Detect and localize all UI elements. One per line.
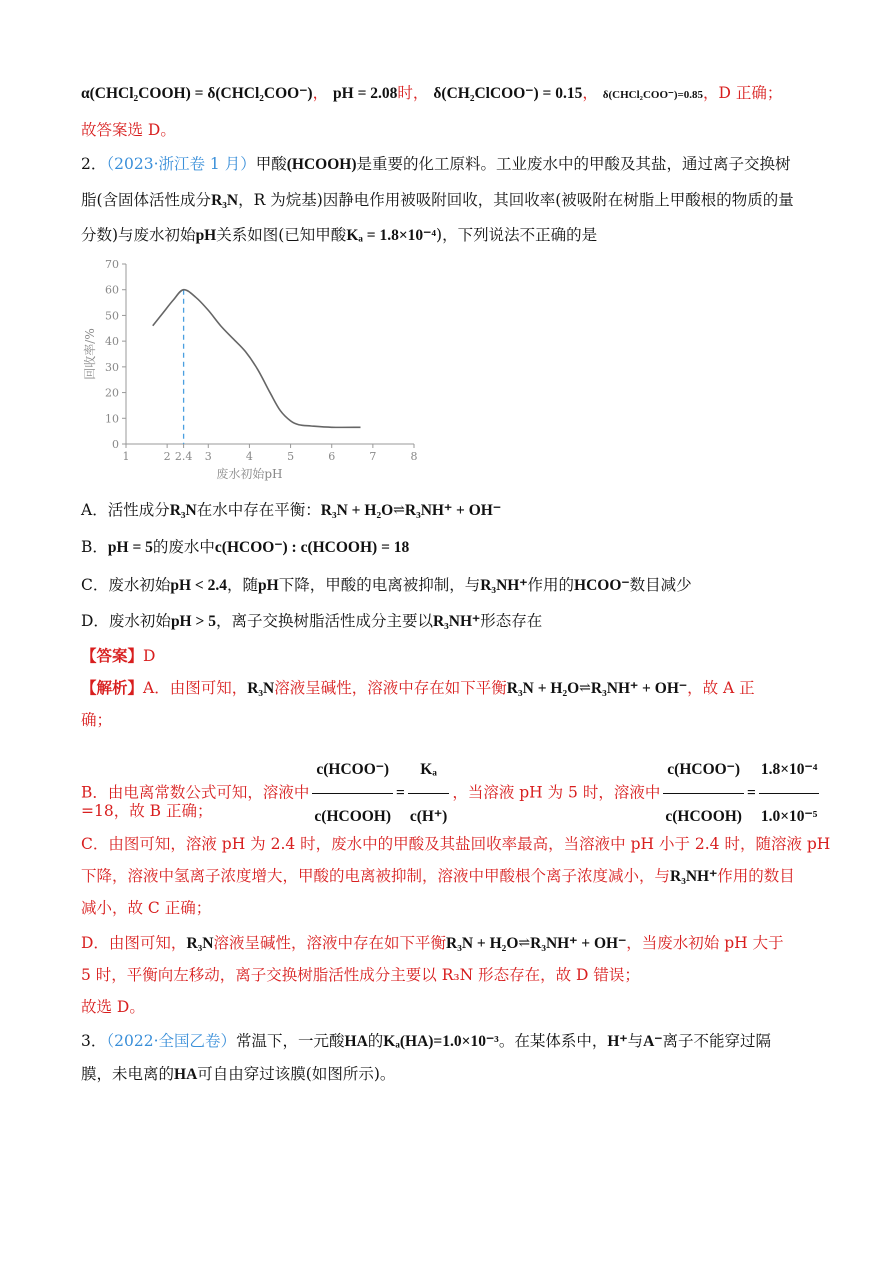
- formula-delta-chcl2: δ(CHCl₂COO⁻)=0.85: [602, 89, 703, 101]
- formula-rhs: R₃NH⁺ + OH⁻: [404, 502, 502, 519]
- q2-number: 2．: [81, 155, 107, 173]
- y-tick-label: 10: [105, 412, 119, 426]
- chart-axes: [126, 264, 414, 444]
- fraction-den: c(HCOOH): [314, 808, 392, 825]
- text-d-correct: ，D 正确；: [703, 84, 783, 102]
- y-tick-label: 30: [105, 360, 119, 374]
- comma: ，: [312, 84, 329, 102]
- formula-ph: pH: [258, 577, 279, 594]
- option-c: [81, 574, 692, 597]
- option-text: C．废水初始: [81, 576, 171, 594]
- prev-answer-line: α(CHCl₂COOH) = δ(CHCl₂COO⁻)， pH = 2.08时， δ(CH₂ClCOO⁻) = 0.15， δ(CHCl₂COO⁻)=0.85，D 正确；: [81, 84, 783, 102]
- equilibrium-arrow-icon: ⇌: [518, 935, 531, 951]
- recovery-rate-chart: [78, 252, 428, 492]
- formula-ha: HA: [174, 1066, 198, 1083]
- q2-text: ，R 为烷基)因静电作用被吸附回收，其回收率(被吸附在树脂上甲酸根的物质的量: [238, 191, 794, 209]
- fraction-ka: [408, 748, 449, 839]
- analysis-b-line2: =18，故 B 正确；: [81, 802, 213, 820]
- option-text: ，离子交换树脂活性成分主要以: [215, 612, 433, 630]
- fraction-num: 1.8×10⁻⁴: [759, 748, 820, 794]
- y-tick-label: 70: [105, 258, 119, 271]
- formula-ph: pH = 2.08: [333, 85, 398, 102]
- answer-line: [81, 645, 155, 667]
- q2-text: 脂(含固体活性成分: [81, 191, 212, 209]
- fraction-num: Kₐ: [408, 748, 449, 794]
- x-tick-label: 6: [328, 450, 336, 463]
- x-tick-label: 8: [410, 450, 418, 463]
- option-text: 的废水中: [152, 538, 215, 556]
- analysis-c-line2: [81, 865, 795, 888]
- fraction-ratio: [312, 748, 393, 839]
- option-a: [81, 499, 501, 522]
- option-text: 下降，甲酸的电离被抑制，与: [278, 576, 481, 594]
- answer-label: 【答案】: [81, 646, 144, 665]
- equilibrium-arrow-icon: ⇌: [393, 502, 405, 518]
- option-text: 数目减少: [629, 576, 692, 594]
- formula-rhs: R₃NH⁺ + OH⁻: [590, 680, 688, 697]
- formula-a-minus: A⁻: [643, 1033, 663, 1050]
- fraction-ratio: [663, 748, 744, 839]
- formula-ka: Kₐ = 1.8×10⁻⁴: [346, 227, 437, 244]
- analysis-d-line2: 5 时，平衡向左移动，离子交换树脂活性成分主要以 R₃N 形态存在，故 D 错误；: [81, 966, 640, 984]
- analysis-text: 溶液呈碱性，溶液中存在如下平衡: [274, 679, 507, 697]
- q3-number: 3．: [81, 1032, 107, 1050]
- q3-text: 与: [627, 1032, 644, 1050]
- analysis-conclusion: 故选 D。: [81, 998, 145, 1016]
- fraction-values: [759, 748, 820, 839]
- formula-r3nh: R₃NH⁺: [432, 613, 481, 630]
- q3-text: 离子不能穿过隔: [662, 1032, 771, 1050]
- formula-alpha-delta: α(CHCl₂COOH) = δ(CHCl₂COO⁻): [81, 85, 313, 102]
- prev-conclusion: 故答案选 D。: [81, 121, 176, 139]
- q3-text: 可自由穿过该膜(如图所示)。: [197, 1065, 396, 1083]
- formula-ka: Kₐ(HA)=1.0×10⁻³: [383, 1033, 499, 1050]
- q3-line1: [81, 1030, 771, 1053]
- analysis-text: A．由图可知，: [143, 679, 248, 697]
- analysis-text: 作用的数目: [717, 867, 795, 885]
- analysis-c-line3: 减小，故 C 正确；: [81, 899, 212, 917]
- x-axis-label: 废水初始pH: [216, 467, 283, 481]
- formula-r3n: R₃N: [247, 680, 275, 697]
- q2-text: 分数)与废水初始: [81, 226, 196, 244]
- option-text: 作用的: [527, 576, 575, 594]
- formula-ha: HA: [344, 1033, 368, 1050]
- formula-ph: pH > 5: [170, 613, 216, 630]
- y-tick-label: 20: [105, 386, 119, 400]
- option-text: A．活性成分: [81, 501, 170, 519]
- q2-line1: [81, 153, 791, 176]
- y-tick-label: 60: [105, 283, 119, 297]
- formula-r3n: R₃N: [186, 935, 214, 952]
- analysis-text: D．由图可知，: [81, 934, 187, 952]
- y-tick-label: 50: [105, 309, 119, 323]
- option-d: [81, 610, 542, 633]
- q2-text: 是重要的化工原料。工业废水中的甲酸及其盐，通过离子交换树: [356, 155, 791, 173]
- analysis-a-line1: [81, 677, 755, 700]
- formula-rhs: R₃NH⁺ + OH⁻: [530, 935, 627, 952]
- formula-r3n: R₃N: [211, 192, 239, 209]
- analysis-text: ，故 A 正: [687, 679, 755, 697]
- formula-ph: pH: [195, 227, 217, 244]
- analysis-text: 溶液呈碱性，溶液中存在如下平衡: [213, 934, 446, 952]
- option-text: B．: [81, 538, 108, 556]
- fraction-num: c(HCOO⁻): [663, 748, 744, 794]
- option-text: ，随: [227, 576, 259, 594]
- y-tick-label: 40: [105, 335, 119, 349]
- x-tick-label: 2: [163, 450, 171, 463]
- analysis-b-line1: [81, 748, 822, 839]
- option-text: D．废水初始: [81, 612, 171, 630]
- analysis-text: ，当废水初始 pH 大于: [626, 934, 784, 952]
- q2-line2: [81, 189, 794, 212]
- fraction-num: c(HCOO⁻): [312, 748, 393, 794]
- option-text: 在水中存在平衡：: [196, 501, 321, 519]
- formula-lhs: R₃N + H₂O: [446, 935, 519, 952]
- x-tick-label: 1: [122, 450, 130, 463]
- formula-r3nh: R₃NH⁺: [480, 577, 528, 594]
- q3-text: 的: [367, 1032, 384, 1050]
- q3-text: 常温下，一元酸: [236, 1032, 345, 1050]
- q2-source: （2023·浙江卷 1 月）: [106, 155, 256, 173]
- analysis-a-line2: 确；: [81, 711, 113, 729]
- equals: =: [746, 784, 756, 802]
- analysis-text: ，当溶液 pH 为 5 时，溶液中: [452, 783, 661, 802]
- formula-ph: pH < 2.4: [170, 577, 228, 594]
- q3-text: 。在某体系中，: [498, 1032, 608, 1050]
- formula-lhs: R₃N + H₂O: [320, 502, 394, 519]
- y-axis-label: 回收率/%: [83, 328, 97, 380]
- analysis-d-line1: [81, 932, 784, 955]
- chart-marks: [153, 290, 361, 444]
- option-b: [81, 536, 409, 559]
- answer-value: D: [143, 647, 156, 665]
- x-tick-label: 2.4: [174, 450, 193, 463]
- formula-delta-ch2cl: δ(CH₂ClCOO⁻) = 0.15: [433, 85, 583, 102]
- fraction-den: c(HCOOH): [665, 808, 742, 825]
- x-tick-label: 3: [204, 450, 212, 463]
- equilibrium-arrow-icon: ⇌: [579, 680, 591, 696]
- q2-text: 甲酸: [255, 155, 287, 173]
- option-text: 形态存在: [480, 612, 543, 630]
- equals: =: [396, 784, 405, 802]
- formula-r3n: R₃N: [169, 502, 197, 519]
- x-tick-label: 5: [287, 450, 295, 463]
- q2-text: 关系如图(已知甲酸: [216, 226, 347, 244]
- q3-source: （2022·全国乙卷）: [106, 1032, 236, 1050]
- q3-text: 膜，未电离的: [81, 1065, 175, 1083]
- formula-h-plus: H⁺: [607, 1033, 628, 1050]
- text-shi: 时，: [397, 84, 429, 102]
- analysis-text: B．由电离常数公式可知，溶液中: [81, 783, 310, 802]
- formula-lhs: R₃N + H₂O: [506, 680, 580, 697]
- formula-r3nh: R₃NH⁺: [670, 868, 718, 885]
- formula-hcooh: (HCOOH): [286, 156, 357, 173]
- q3-line2: [81, 1063, 395, 1086]
- formula-hcoo: HCOO⁻: [574, 577, 630, 594]
- formula-ratio: c(HCOO⁻) : c(HCOOH) = 18: [214, 539, 410, 556]
- fraction-den: 1.0×10⁻⁵: [760, 808, 818, 825]
- q2-line3: [81, 224, 597, 247]
- chart-ticks: [105, 258, 418, 463]
- x-tick-label: 4: [245, 450, 253, 463]
- formula-ph5: pH = 5: [107, 539, 153, 556]
- analysis-c-line1: C．由图可知，溶液 pH 为 2.4 时，废水中的甲酸及其盐回收率最高，当溶液中 pH 小于 2.4 时，随溶液 pH: [81, 835, 831, 853]
- analysis-label: 【解析】: [81, 678, 144, 697]
- q2-text: )，下列说法不正确的是: [436, 226, 598, 244]
- y-tick-label: 0: [112, 438, 119, 451]
- fraction-den: c(H⁺): [409, 808, 448, 825]
- analysis-text: 下降，溶液中氢离子浓度增大，甲酸的电离被抑制，溶液中甲酸根个离子浓度减小，与: [81, 867, 671, 885]
- x-tick-label: 7: [369, 450, 377, 463]
